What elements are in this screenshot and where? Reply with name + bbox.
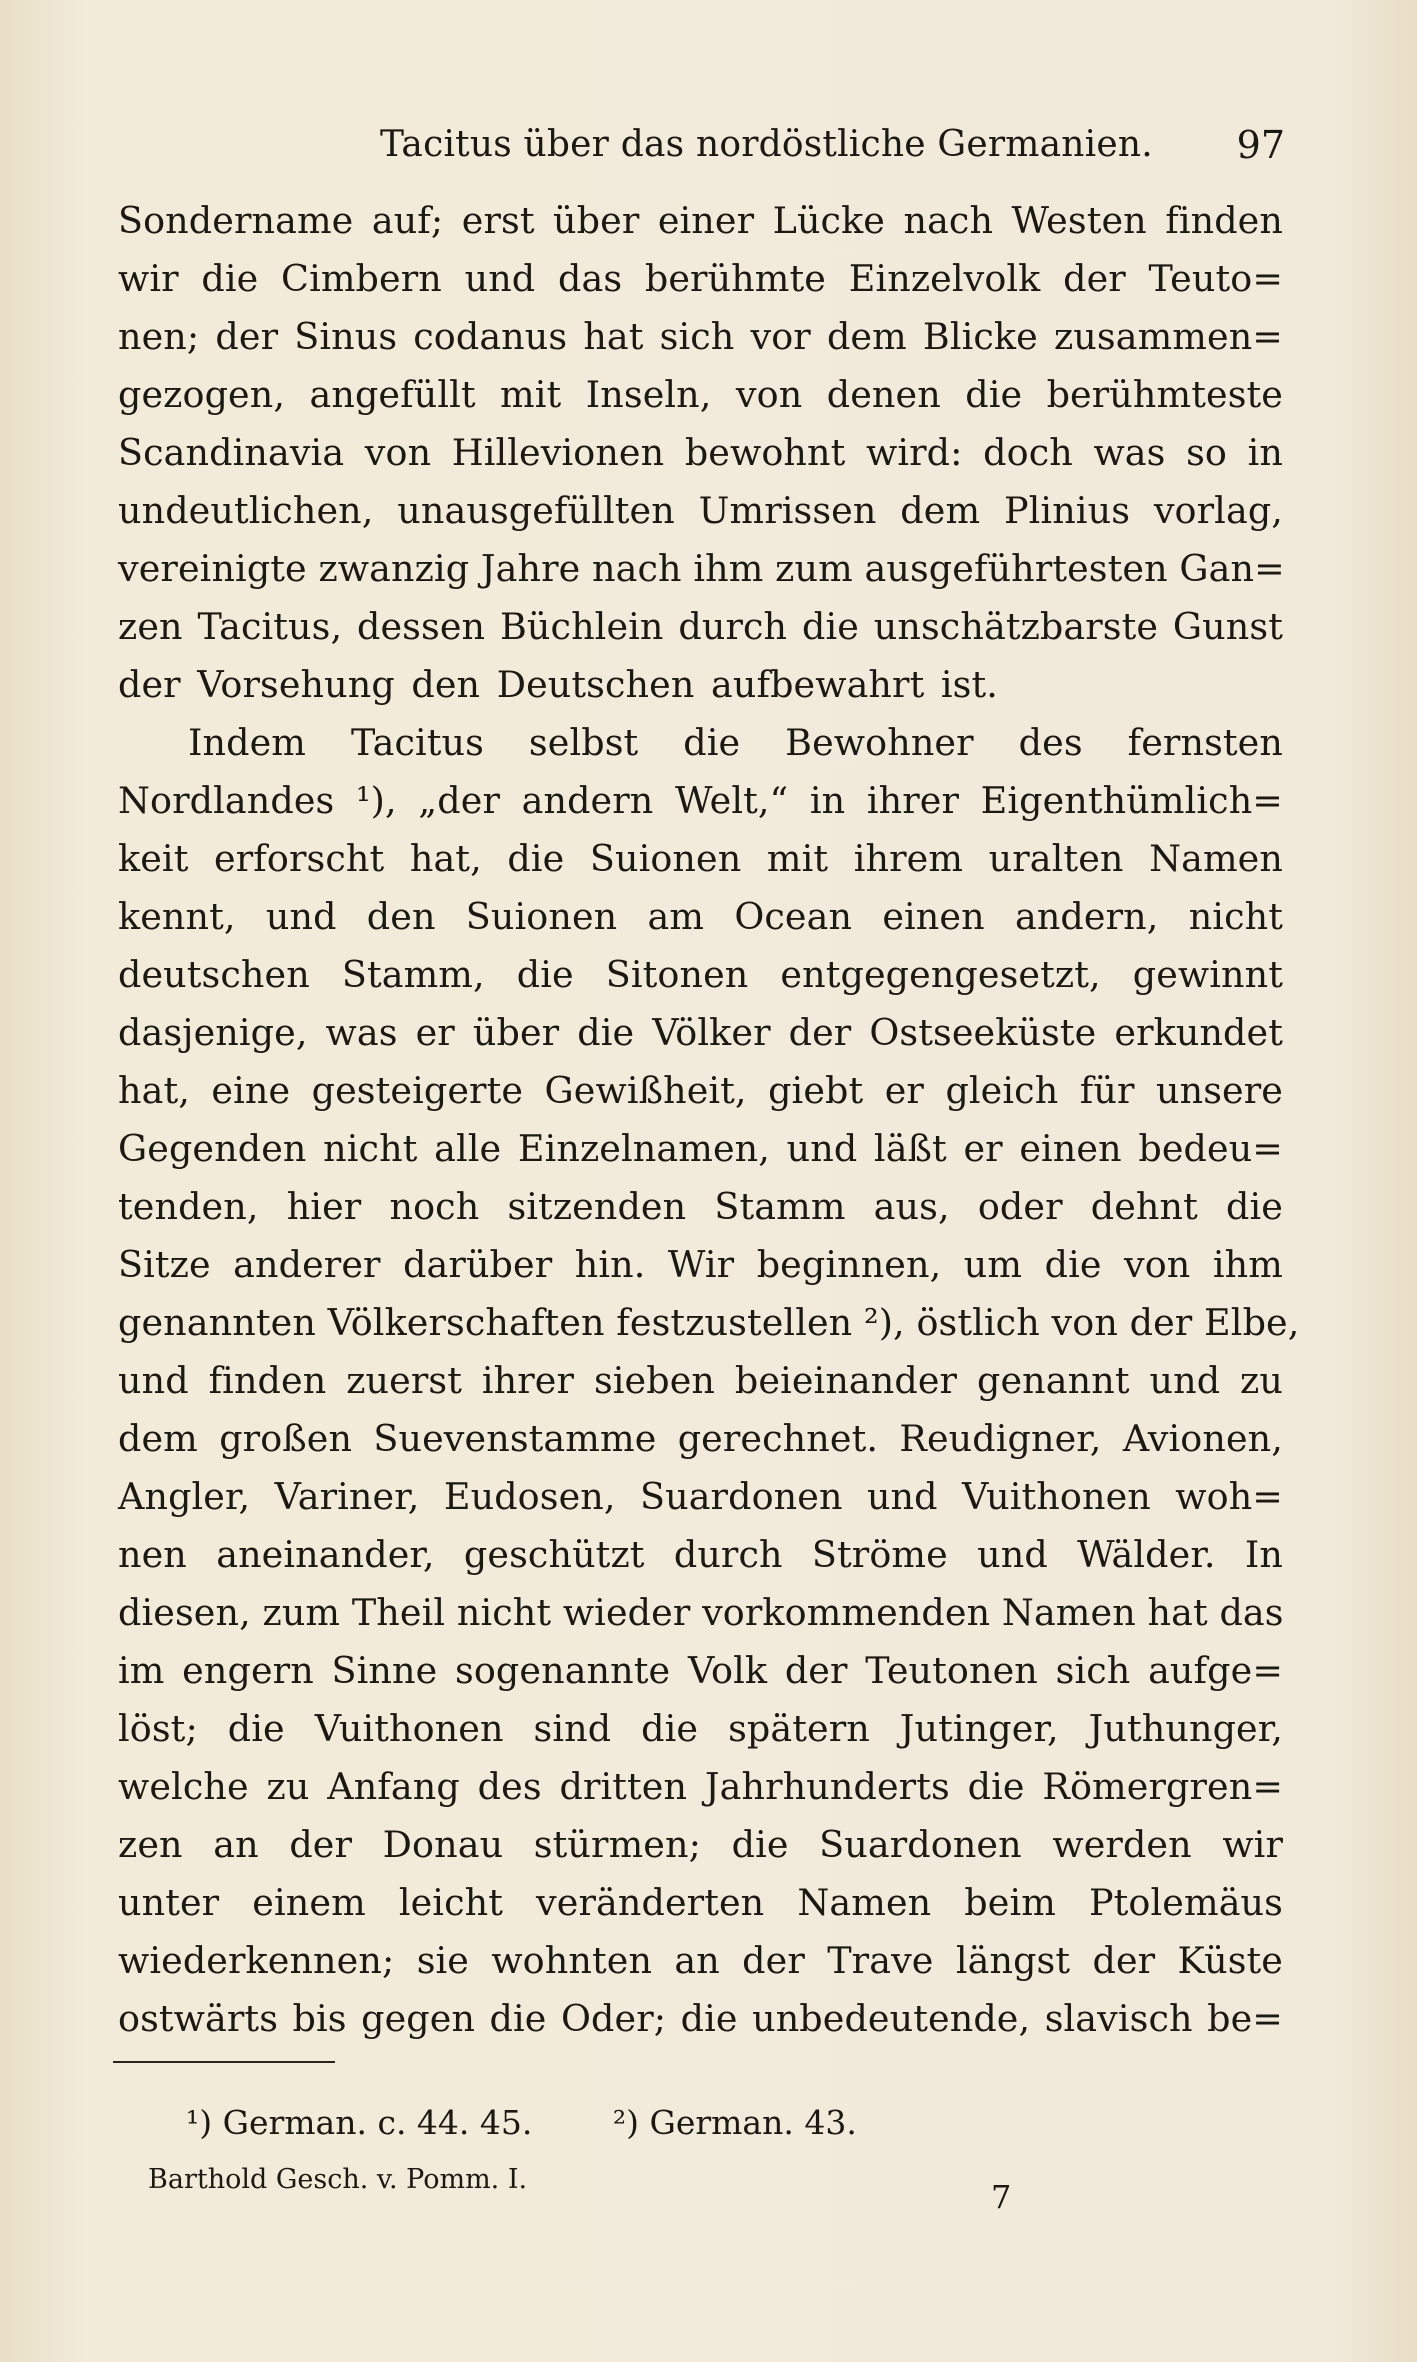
text-line: hat, eine gesteigerte Gewißheit, giebt er gleich für unsere <box>118 1069 1283 1112</box>
text-line: zen an der Donau stürmen; die Suardonen werden wir <box>118 1823 1283 1866</box>
footnote-2: ²) German. 43. <box>612 2103 857 2142</box>
page-number: 97 <box>1236 123 1285 167</box>
text-line: wir die Cimbern und das berühmte Einzelvolk der Teuto= <box>118 257 1283 300</box>
text-line: undeutlichen, unausgefüllten Umrissen dem Plinius vorlag, <box>118 489 1283 532</box>
running-title: Tacitus über das nordöstliche Germanien. <box>380 124 1153 165</box>
text-line: dem großen Suevenstamme gerechnet. Reudigner, Avionen, <box>118 1417 1283 1460</box>
footnote-rule <box>113 2061 335 2063</box>
text-line: Sitze anderer darüber hin. Wir beginnen, um die von ihm <box>118 1243 1283 1286</box>
text-line: tenden, hier noch sitzenden Stamm aus, oder dehnt die <box>118 1185 1283 1228</box>
text-line: kennt, und den Suionen am Ocean einen andern, nicht <box>118 895 1283 938</box>
text-line: welche zu Anfang des dritten Jahrhunderts die Römergren= <box>118 1765 1283 1808</box>
running-head <box>380 118 1285 172</box>
body-text <box>118 192 1300 2048</box>
text-line: gezogen, angefüllt mit Inseln, von denen die berühmteste <box>118 373 1283 416</box>
printer-signature: Barthold Gesch. v. Pomm. I. <box>148 2164 528 2195</box>
paragraph-start-line: Indem Tacitus selbst die Bewohner des fernsten <box>188 721 1283 764</box>
text-line: Scandinavia von Hillevionen bewohnt wird: doch was so in <box>118 431 1283 474</box>
text-line: zen Tacitus, dessen Büchlein durch die unschätzbarste Gunst <box>118 605 1283 648</box>
text-line: wiederkennen; sie wohnten an der Trave längst der Küste <box>118 1939 1283 1982</box>
text-line: deutschen Stamm, die Sitonen entgegengesetzt, gewinnt <box>118 953 1283 996</box>
text-line: nen aneinander, geschützt durch Ströme und Wälder. In <box>118 1533 1283 1576</box>
text-line: keit erforscht hat, die Suionen mit ihrem uralten Namen <box>118 837 1283 880</box>
sheet-number: 7 <box>991 2178 1012 2216</box>
text-line: unter einem leicht veränderten Namen beim Ptolemäus <box>118 1881 1283 1924</box>
text-line: genannten Völkerschaften festzustellen ²), östlich von der Elbe, <box>118 1301 1300 1344</box>
footnotes <box>186 2098 857 2148</box>
text-line: im engern Sinne sogenannte Volk der Teutonen sich aufge= <box>118 1649 1283 1692</box>
paragraph-end-line: der Vorsehung den Deutschen aufbewahrt ist. <box>118 663 998 706</box>
text-line: Angler, Variner, Eudosen, Suardonen und Vuithonen woh= <box>118 1475 1283 1518</box>
text-line: Nordlandes ¹), „der andern Welt,“ in ihrer Eigenthümlich= <box>118 779 1283 822</box>
text-line: vereinigte zwanzig Jahre nach ihm zum ausgeführtesten Gan= <box>118 547 1285 590</box>
text-line: Sondername auf; erst über einer Lücke nach Westen finden <box>118 199 1283 242</box>
text-line: löst; die Vuithonen sind die spätern Jutinger, Juthunger, <box>118 1707 1283 1750</box>
text-line: nen; der Sinus codanus hat sich vor dem Blicke zusammen= <box>118 315 1283 358</box>
text-line: und finden zuerst ihrer sieben beieinander genannt und zu <box>118 1359 1283 1402</box>
text-line: Gegenden nicht alle Einzelnamen, und läßt er einen bedeu= <box>118 1127 1283 1170</box>
text-line: diesen, zum Theil nicht wieder vorkommenden Namen hat das <box>118 1591 1284 1634</box>
text-line: dasjenige, was er über die Völker der Ostseeküste erkundet <box>118 1011 1283 1054</box>
text-line: ostwärts bis gegen die Oder; die unbedeutende, slavisch be= <box>118 1997 1283 2040</box>
footnote-1: ¹) German. c. 44. 45. <box>186 2103 533 2142</box>
